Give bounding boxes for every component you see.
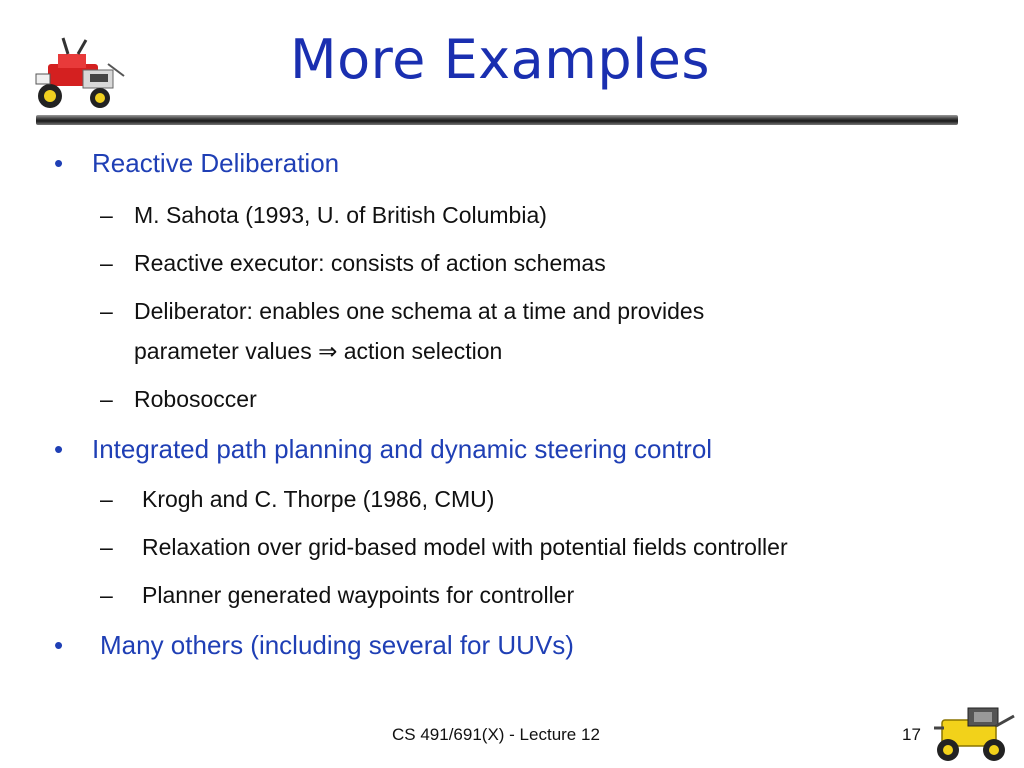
page-number: 17 [902,725,921,744]
dash-marker: – [100,582,113,608]
bullet-item [52,148,339,179]
sub-item [100,195,547,235]
bullet-marker: • [54,434,64,464]
sub-text: Planner generated waypoints for controller [142,582,575,608]
dash-marker: – [100,534,113,560]
bullet-text: Many others (including several for UUVs) [100,630,574,660]
robot-logo-icon [28,34,128,116]
footer-course: CS 491/691(X) - Lecture 12 [392,725,600,744]
sub-item [100,479,494,519]
sub-item-continuation [134,331,502,371]
bullet-text: Reactive Deliberation [92,148,340,178]
yellow-robot-icon [928,698,1018,764]
bullet-marker: • [54,630,64,660]
page-title: More Examples [290,28,710,91]
dash-marker: – [100,486,113,512]
dash-marker: – [100,202,113,228]
bullet-text: Integrated path planning and dynamic steering control [92,434,713,464]
sub-text: Relaxation over grid-based model with potential fields controller [142,534,788,560]
bullet-item [52,630,574,661]
sub-item [100,379,257,419]
dash-marker: – [100,298,113,324]
bullet-item [52,434,712,465]
sub-text: Reactive executor: consists of action schemas [134,250,606,276]
sub-item [100,243,606,283]
sub-text: M. Sahota (1993, U. of British Columbia) [134,202,547,228]
sub-text: Krogh and C. Thorpe (1986, CMU) [142,486,495,512]
bullet-marker: • [54,148,64,178]
title-divider [36,115,958,125]
sub-text: Deliberator: enables one schema at a time and provides [134,298,705,324]
dash-marker: – [100,250,113,276]
dash-marker: – [100,386,113,412]
sub-item [100,575,574,615]
sub-item [100,527,788,567]
sub-text: parameter values ⇒ action selection [134,338,503,364]
sub-item [100,291,704,331]
sub-text: Robosoccer [134,386,257,412]
